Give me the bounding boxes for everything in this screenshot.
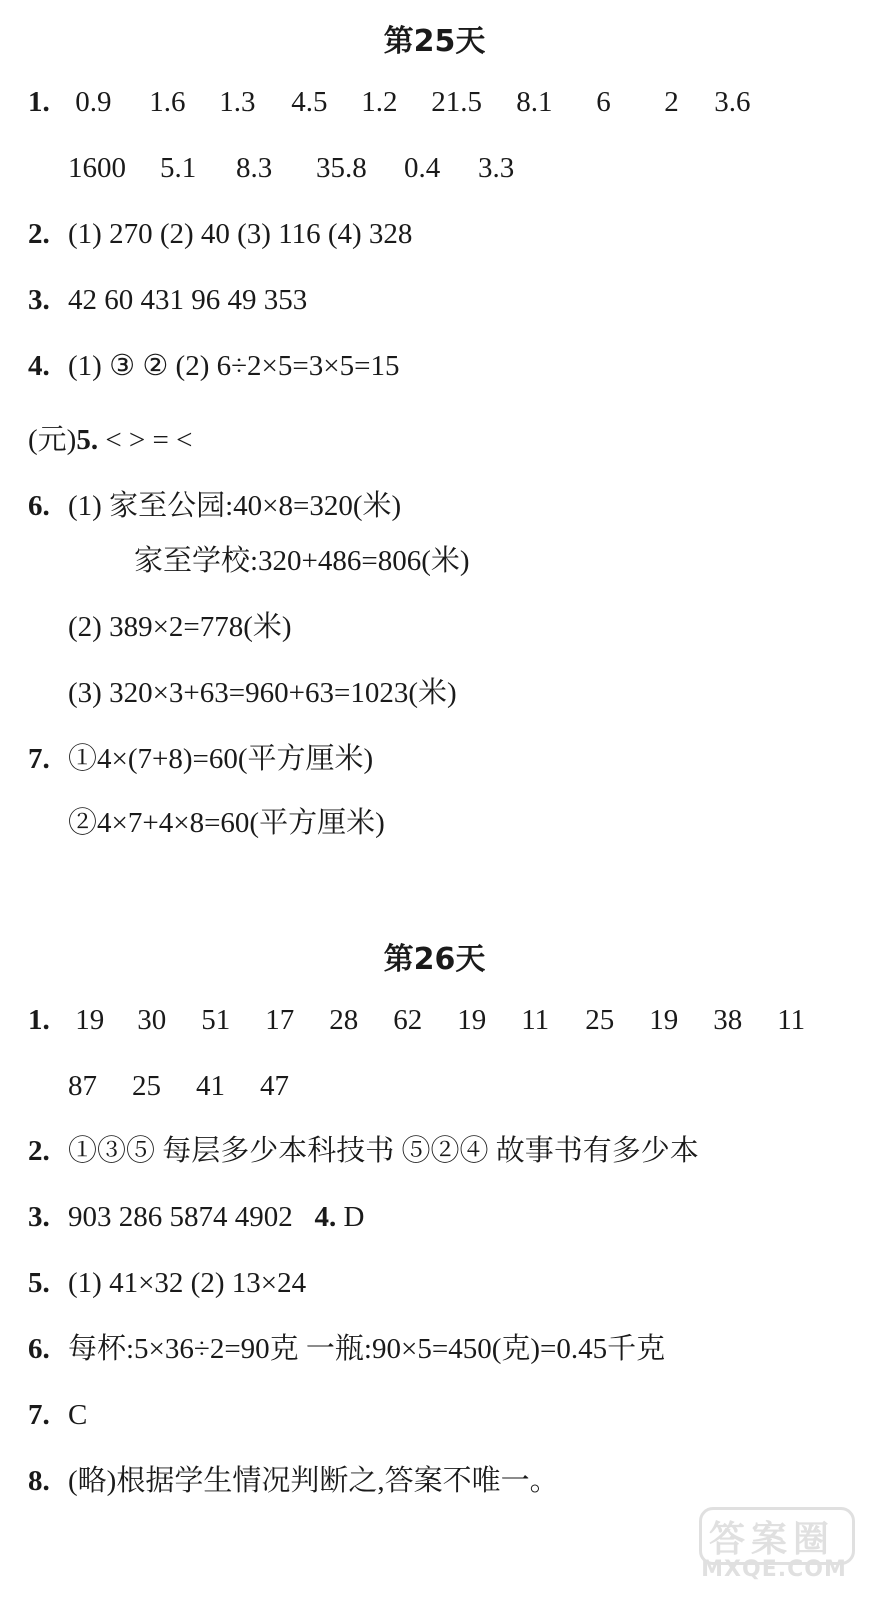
answer-value: 28 xyxy=(329,1004,359,1036)
day25-q5-number: 5. xyxy=(76,424,99,456)
day25-q1-row2 xyxy=(68,148,538,188)
answer-value: 25 xyxy=(132,1070,161,1102)
answer-value: 35.8 xyxy=(316,152,367,184)
answer-value: 4.5 xyxy=(291,86,328,118)
answer-value: 3.6 xyxy=(714,86,751,118)
day26-q5-text: (1) 41×32 (2) 13×24 xyxy=(68,1267,307,1299)
day26-q5-number: 5. xyxy=(28,1267,50,1299)
day25-q6-text1: (1) 家至公园:40×8=320(米) xyxy=(68,490,402,522)
day25-q3-number: 3. xyxy=(28,284,50,316)
day25-q2-number: 2. xyxy=(28,218,50,250)
day25-q7-number: 7. xyxy=(28,743,50,775)
day26-q6-text: 每杯:5×36÷2=90克 一瓶:90×5=450(克)=0.45千克 xyxy=(68,1333,666,1365)
day25-q6-text4: (3) 320×3+63=960+63=1023(米) xyxy=(68,677,457,709)
day25-q6-text2: 家至学校:320+486=806(米) xyxy=(134,545,470,577)
day25-title: 第25天 xyxy=(383,24,486,59)
day25-q7-line1 xyxy=(28,739,373,779)
day26-q8-number: 8. xyxy=(28,1465,50,1497)
day26-q1-values xyxy=(75,1004,817,1036)
day25-q7-text2: ②4×7+4×8=60(平方厘米) xyxy=(68,807,385,839)
day25-q5-prefix: (元) xyxy=(28,424,77,456)
day26-q5 xyxy=(28,1263,306,1303)
day26-q1-row1 xyxy=(28,1000,817,1040)
day25-q4-text: (1) ③ ② (2) 6÷2×5=3×5=15 xyxy=(68,350,400,382)
day26-q6 xyxy=(28,1329,665,1369)
day26-q1-number: 1. xyxy=(28,1004,50,1036)
answer-value: 1.3 xyxy=(219,86,256,118)
watermark-seal-text: 答案圈 xyxy=(709,1519,836,1560)
day25-q6-line2 xyxy=(134,541,470,581)
day26-q4-text: D xyxy=(343,1201,365,1233)
day26-q1-values-2 xyxy=(68,1070,310,1102)
day26-q7-text: C xyxy=(68,1399,88,1431)
day26-q3-number: 3. xyxy=(28,1201,50,1233)
answer-value: 8.3 xyxy=(236,152,273,184)
answer-value: 47 xyxy=(260,1070,289,1102)
day25-q3-text: 42 60 431 96 49 353 xyxy=(68,284,308,316)
day26-q2-text: ①③⑤ 每层多少本科技书 ⑤②④ 故事书有多少本 xyxy=(68,1135,699,1167)
day25-q1-values xyxy=(75,86,774,118)
day26-q2-number: 2. xyxy=(28,1135,50,1167)
answer-value: 25 xyxy=(585,1004,615,1036)
day25-q1-values-2 xyxy=(68,152,538,184)
answer-value: 51 xyxy=(201,1004,231,1036)
answer-value: 11 xyxy=(521,1004,550,1036)
day25-q6-line3 xyxy=(68,607,292,647)
day26-q2 xyxy=(28,1131,699,1171)
answer-value: 41 xyxy=(196,1070,225,1102)
day26-title: 第26天 xyxy=(383,942,486,977)
day25-q3 xyxy=(28,280,307,320)
answer-value: 38 xyxy=(713,1004,743,1036)
day25-q1-number: 1. xyxy=(28,86,50,118)
answer-value: 17 xyxy=(265,1004,295,1036)
day25-q4-number: 4. xyxy=(28,350,50,382)
answer-value: 62 xyxy=(393,1004,423,1036)
day25-q7-text1: ①4×(7+8)=60(平方厘米) xyxy=(68,743,374,775)
day26-q4-number: 4. xyxy=(314,1201,337,1233)
answer-value: 11 xyxy=(777,1004,806,1036)
answer-value: 21.5 xyxy=(431,86,482,118)
day26-q8-text: (略)根据学生情况判断之,答案不唯一。 xyxy=(68,1465,559,1497)
day25-q6-line1 xyxy=(28,486,401,526)
day25-q6-text3: (2) 389×2=778(米) xyxy=(68,611,292,643)
day26-q1-row2 xyxy=(68,1066,310,1106)
answer-value: 8.1 xyxy=(516,86,553,118)
answer-value: 3.3 xyxy=(478,152,515,184)
answer-value: 1600 xyxy=(68,152,126,184)
day25-q7-line2 xyxy=(68,803,385,843)
day25-q5-text: < > = < xyxy=(105,424,193,456)
answer-value: 19 xyxy=(457,1004,487,1036)
answer-value: 0.4 xyxy=(404,152,441,184)
watermark-logo xyxy=(699,1507,849,1582)
answer-value: 87 xyxy=(68,1070,97,1102)
answer-value: 2 xyxy=(664,86,679,118)
day25-q5 xyxy=(28,420,193,460)
answer-value: 5.1 xyxy=(160,152,197,184)
answer-value: 19 xyxy=(649,1004,679,1036)
answer-value: 30 xyxy=(137,1004,167,1036)
day26-q7-number: 7. xyxy=(28,1399,50,1431)
answer-value: 1.2 xyxy=(361,86,398,118)
day26-q8 xyxy=(28,1461,559,1501)
answer-value: 6 xyxy=(596,86,611,118)
day25-q1-row1 xyxy=(28,82,774,122)
day25-q4 xyxy=(28,346,399,386)
day25-q2 xyxy=(28,214,412,254)
answer-value: 19 xyxy=(75,1004,105,1036)
day25-q6-number: 6. xyxy=(28,490,50,522)
answer-value: 1.6 xyxy=(149,86,186,118)
day26-q3-text: 903 286 5874 4902 xyxy=(68,1201,293,1233)
day25-q6-line4 xyxy=(68,673,457,713)
day26-q6-number: 6. xyxy=(28,1333,50,1365)
watermark-url: MXQE.COM xyxy=(701,1557,847,1582)
day26-q7 xyxy=(28,1395,87,1435)
day25-q2-text: (1) 270 (2) 40 (3) 116 (4) 328 xyxy=(68,218,413,250)
day26-q3 xyxy=(28,1197,364,1237)
answer-value: 0.9 xyxy=(75,86,112,118)
